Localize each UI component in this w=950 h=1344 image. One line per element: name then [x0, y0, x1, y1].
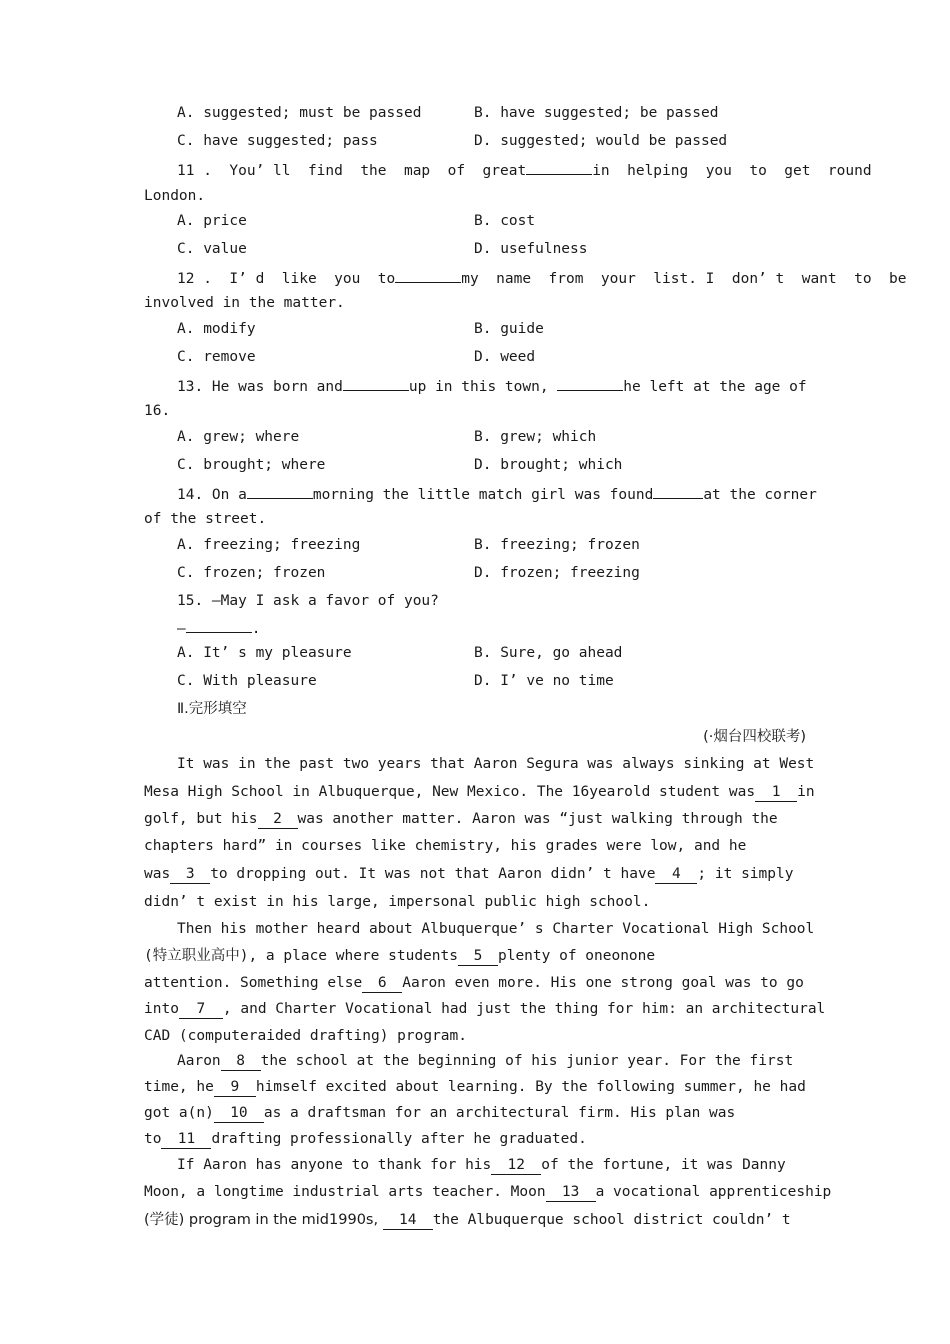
q15-option-c: C. With pleasure [177, 673, 317, 689]
q14-option-a: A. freezing; freezing [177, 537, 361, 553]
q13-option-d: D. brought; which [474, 457, 623, 473]
q12-option-a: A. modify [177, 321, 256, 337]
q13-option-c: C. brought; where [177, 457, 326, 473]
q12-option-b: B. guide [474, 321, 544, 337]
passage-line: was 3 to dropping out. It was not that Aaron didn’ t have 4 ; it simply [144, 866, 794, 882]
q13-stem-continued: 16. [144, 403, 171, 419]
cloze-blank-3: 3 [170, 866, 210, 884]
cloze-blank-1: 1 [755, 784, 797, 802]
q10-option-d: D. suggested; would be passed [474, 133, 728, 149]
cloze-blank-7: 7 [179, 1001, 223, 1019]
cloze-blank-6: 6 [362, 975, 402, 993]
q12-stem-continued: involved in the matter. [144, 295, 345, 311]
q14-stem: 14. On a morning the little match girl was found at the corner [177, 483, 807, 505]
q14-option-d: D. frozen; freezing [474, 565, 640, 581]
passage-line: It was in the past two years that Aaron Segura was always sinking at West [177, 756, 815, 772]
q11-option-c: C. value [177, 241, 247, 257]
q10-option-c: C. have suggested; pass [177, 133, 378, 149]
q14-stem-continued: of the street. [144, 511, 267, 527]
answer-blank [395, 267, 461, 283]
answer-blank [247, 483, 313, 499]
answer-blank [343, 375, 409, 391]
cloze-blank-13: 13 [546, 1184, 596, 1202]
cloze-blank-8: 8 [221, 1053, 261, 1071]
q11-stem: 11 . You’ ll find the map of great in helping you to get round [177, 159, 807, 181]
section-source: (·烟台四校联考) [703, 729, 806, 745]
q12-option-d: D. weed [474, 349, 536, 365]
q15-stem: 15. —May I ask a favor of you? [177, 593, 439, 609]
answer-blank [186, 617, 252, 633]
cloze-blank-12: 12 [491, 1157, 541, 1175]
passage-line: didn’ t exist in his large, impersonal public high school. [144, 894, 651, 910]
passage-line: Moon, a longtime industrial arts teacher. Moon 13 a vocational apprenticeship [144, 1184, 832, 1200]
passage-line: Aaron 8 the school at the beginning of his junior year. For the first [177, 1053, 794, 1069]
passage-line: CAD (computeraided drafting) program. [144, 1028, 468, 1044]
q15-reply: — . [177, 617, 260, 639]
q14-option-b: B. freezing; frozen [474, 537, 640, 553]
cloze-blank-10: 10 [214, 1105, 264, 1123]
passage-line: Then his mother heard about Albuquerque’ s Charter Vocational High School [177, 921, 815, 937]
q13-stem: 13. He was born and up in this town, he left at the age of [177, 375, 807, 397]
q11-stem-continued: London. [144, 188, 206, 204]
answer-blank [557, 375, 623, 391]
q12-stem: 12 . I’ d like you to my name from your list. I don’ t want to be [177, 267, 807, 289]
q11-option-d: D. usefulness [474, 241, 588, 257]
q15-option-d: D. I’ ve no time [474, 673, 614, 689]
q13-option-b: B. grew; which [474, 429, 597, 445]
passage-line: (特立职业高中), a place where students 5 plenty of oneonone [144, 948, 656, 964]
passage-line: into 7 , and Charter Vocational had just the thing for him: an architectural [144, 1001, 826, 1017]
cloze-blank-4: 4 [655, 866, 697, 884]
passage-line: chapters hard” in courses like chemistry, his grades were low, and he [144, 838, 747, 854]
passage-line: If Aaron has anyone to thank for his 12 of the fortune, it was Danny [177, 1157, 786, 1173]
q10-option-a: A. suggested; must be passed [177, 105, 422, 121]
passage-line: to 11 drafting professionally after he graduated. [144, 1131, 587, 1147]
section-heading: Ⅱ.完形填空 [177, 701, 247, 717]
passage-line: got a(n) 10 as a draftsman for an architectural firm. His plan was [144, 1105, 736, 1121]
passage-line: time, he 9 himself excited about learning. By the following summer, he had [144, 1079, 806, 1095]
q13-option-a: A. grew; where [177, 429, 300, 445]
q11-option-a: A. price [177, 213, 247, 229]
cloze-blank-14: 14 [383, 1212, 433, 1230]
cloze-blank-2: 2 [258, 811, 298, 829]
q15-option-a: A. It’ s my pleasure [177, 645, 352, 661]
q12-option-c: C. remove [177, 349, 256, 365]
cloze-blank-5: 5 [458, 948, 498, 966]
passage-line: (学徒) program in the mid1990s, 14 the Albuquerque school district couldn’ t [144, 1212, 791, 1228]
q14-option-c: C. frozen; frozen [177, 565, 326, 581]
passage-line: Mesa High School in Albuquerque, New Mexico. The 16yearold student was 1 in [144, 784, 815, 800]
answer-blank [526, 159, 592, 175]
cloze-blank-9: 9 [214, 1079, 256, 1097]
q15-option-b: B. Sure, go ahead [474, 645, 623, 661]
q10-option-b: B. have suggested; be passed [474, 105, 719, 121]
cloze-blank-11: 11 [161, 1131, 211, 1149]
passage-line: attention. Something else 6 Aaron even more. His one strong goal was to go [144, 975, 804, 991]
answer-blank [653, 483, 703, 499]
passage-line: golf, but his 2 was another matter. Aaron was “just walking through the [144, 811, 778, 827]
q11-option-b: B. cost [474, 213, 536, 229]
